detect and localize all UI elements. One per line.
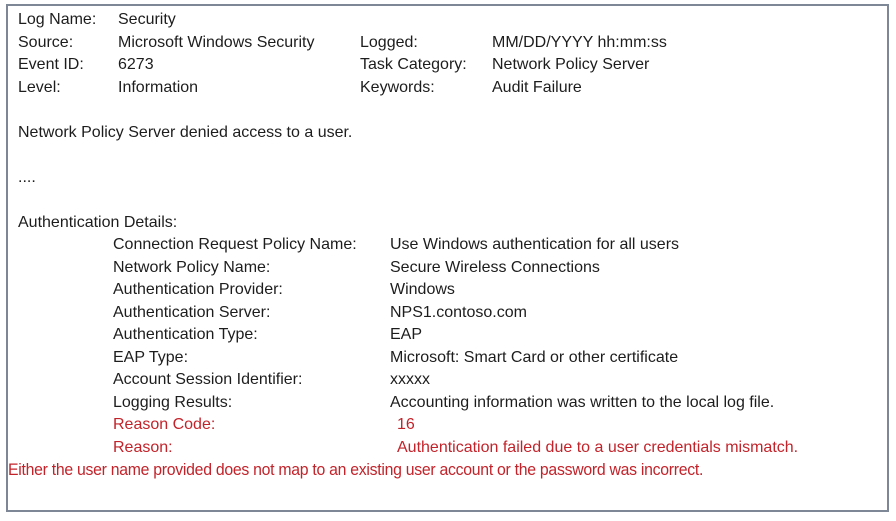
auth-detail-row xyxy=(18,392,887,415)
event-header-value: Audit Failure xyxy=(492,78,582,96)
auth-detail-value: Accounting information was written to the local log file. xyxy=(390,393,775,411)
spacer-line xyxy=(18,189,887,212)
auth-detail-label: Reason Code: xyxy=(113,416,216,433)
auth-detail-label: EAP Type: xyxy=(113,348,189,366)
event-header-value: Microsoft Windows Security xyxy=(118,33,315,51)
auth-detail-row xyxy=(18,369,887,392)
auth-detail-label: Logging Results: xyxy=(113,393,233,411)
event-header-label: Task Category: xyxy=(360,56,467,73)
event-header-row xyxy=(18,9,887,32)
event-header-label: Log Name: xyxy=(18,11,97,28)
auth-detail-label: Authentication Provider: xyxy=(113,281,283,298)
auth-detail-row xyxy=(18,324,887,347)
event-header-value: 6273 xyxy=(118,56,154,73)
auth-detail-label: Network Policy Name: xyxy=(113,258,271,276)
auth-detail-row xyxy=(18,302,887,325)
auth-detail-value: EAP xyxy=(390,326,423,343)
auth-detail-row xyxy=(18,347,887,370)
auth-detail-row-reason-code xyxy=(18,414,887,437)
event-header-value: Security xyxy=(118,11,176,28)
reason-detail-row xyxy=(8,459,887,482)
auth-detail-row xyxy=(18,257,887,280)
auth-detail-value: Use Windows authentication for all users xyxy=(390,236,680,253)
event-header-label: Source: xyxy=(18,33,74,51)
auth-detail-value: Microsoft: Smart Card or other certificate xyxy=(390,348,679,366)
auth-detail-label: Authentication Server: xyxy=(113,303,271,321)
event-header-value: Network Policy Server xyxy=(492,56,650,73)
reason-detail-note: Either the user name provided does not map to an existing user account or the password was incorrect. xyxy=(8,460,704,479)
spacer-line xyxy=(18,144,887,167)
event-header-label: Level: xyxy=(18,78,61,96)
event-header-row xyxy=(18,54,887,77)
auth-detail-row-reason xyxy=(18,437,887,460)
event-log-content xyxy=(8,6,887,510)
event-log-panel xyxy=(6,4,889,512)
event-header-label: Event ID: xyxy=(18,56,84,73)
event-description-row xyxy=(18,122,887,145)
event-header-row xyxy=(18,77,887,100)
auth-detail-label: Reason: xyxy=(113,438,173,456)
auth-detail-value: Windows xyxy=(390,281,455,298)
event-header-label: Logged: xyxy=(360,33,418,51)
event-description: Network Policy Server denied access to a user. xyxy=(18,123,353,141)
spacer-line xyxy=(18,99,887,122)
auth-details-heading-row xyxy=(18,212,887,235)
auth-detail-row xyxy=(18,234,887,257)
auth-detail-value: Authentication failed due to a user credentials mismatch. xyxy=(397,438,799,456)
auth-detail-value: NPS1.contoso.com xyxy=(390,303,527,321)
auth-detail-label: Account Session Identifier: xyxy=(113,371,303,388)
event-ellipsis: .... xyxy=(18,168,36,186)
event-header-row xyxy=(18,32,887,55)
auth-detail-value: 16 xyxy=(397,416,415,433)
auth-detail-label: Authentication Type: xyxy=(113,326,258,343)
auth-details-heading: Authentication Details: xyxy=(18,213,178,231)
event-ellipsis-row xyxy=(18,167,887,190)
event-header-value: MM/DD/YYYY hh:mm:ss xyxy=(492,33,667,51)
auth-detail-value: xxxxx xyxy=(390,371,430,388)
event-header-label: Keywords: xyxy=(360,78,435,96)
auth-detail-value: Secure Wireless Connections xyxy=(390,258,600,276)
auth-detail-row xyxy=(18,279,887,302)
auth-detail-label: Connection Request Policy Name: xyxy=(113,236,357,253)
event-header-value: Information xyxy=(118,78,199,96)
